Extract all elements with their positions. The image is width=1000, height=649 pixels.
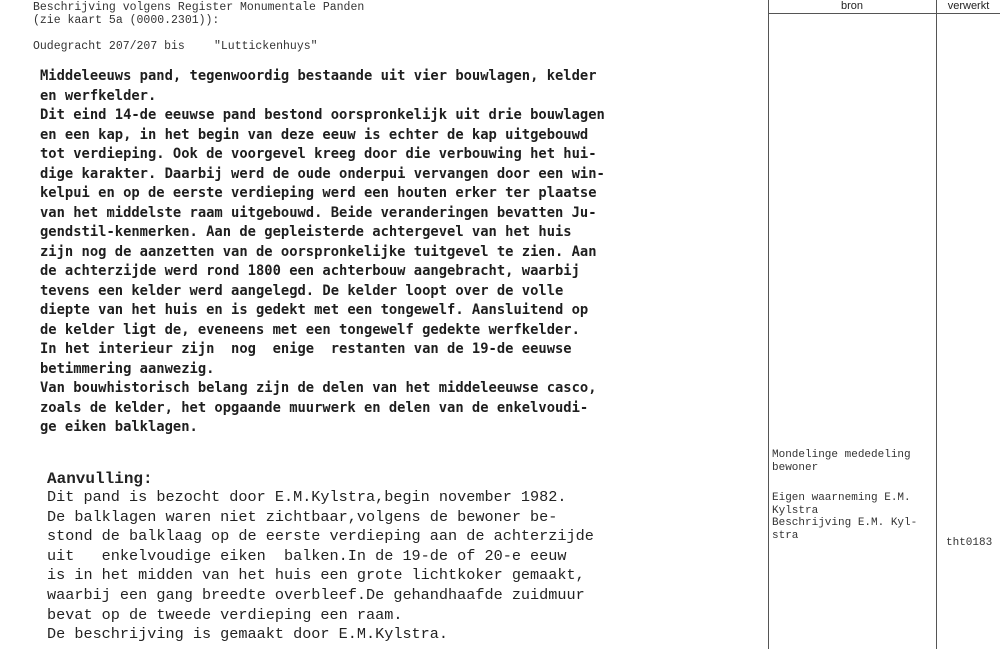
description-line: In het interieur zijn nog enige restanten van de 19-de eeuwse (40, 341, 572, 357)
description-line: tevens een kelder werd aangelegd. De kelder loopt over de volle (40, 282, 564, 299)
description-line: dige karakter. Daarbij werd de oude onderpui vervangen door een win- (40, 165, 605, 182)
source-line: Kylstra (772, 504, 819, 517)
address: Oudegracht 207/207 bis (33, 40, 185, 53)
description-line: Van bouwhistorisch belang zijn de delen van het middeleeuwse casco, (40, 380, 597, 396)
supplement-line: Dit pand is bezocht door E.M.Kylstra,begin november 1982. (47, 488, 567, 506)
supplement-line: is in het midden van het huis een grote lichtkoker gemaakt, (47, 566, 585, 585)
verwerkt-column-rule (936, 0, 937, 649)
description-line: van het middelste raam uitgebouwd. Beide veranderingen bevatten Ju- (40, 204, 597, 221)
register-description (40, 67, 765, 438)
building-name: "Luttickenhuys" (214, 40, 318, 53)
supplement-text (47, 488, 767, 645)
supplement-line: stond de balklaag op de eerste verdieping aan de achterzijde (47, 527, 594, 546)
description-line: ge eiken balklagen. (40, 419, 198, 435)
description-line: Dit eind 14-de eeuwse pand bestond oorspronkelijk uit drie bouwlagen (40, 107, 605, 123)
source-note-oral (772, 449, 962, 474)
description-line: betimmering aanwezig. (40, 360, 215, 377)
processed-code: tht0183 (946, 537, 993, 549)
source-line: Beschrijving E.M. Kyl- (772, 517, 918, 529)
source-line: stra (772, 529, 799, 542)
header-rule (768, 13, 1000, 14)
description-line: en een kap, in het begin van deze eeuw is echter de kap uitgebouwd (40, 126, 589, 143)
supplement-line: De beschrijving is gemaakt door E.M.Kylstra. (47, 625, 449, 644)
source-line: bewoner (772, 461, 819, 474)
supplement-line: De balklagen waren niet zichtbaar,volgens de bewoner be- (47, 507, 558, 526)
verwerkt-column-header: verwerkt (947, 0, 990, 12)
source-line: Mondelinge mededeling (772, 449, 911, 461)
description-line: en werfkelder. (40, 87, 157, 104)
supplement-line: bevat op de tweede verdieping een raam. (47, 605, 403, 624)
source-line: Eigen waarneming E.M. (772, 492, 911, 504)
supplement-line: waarbij een gang breedte overbleef.De gehandhaafde zuidmuur (47, 585, 585, 604)
bron-column-header: bron (840, 0, 864, 12)
supplement-line: uit enkelvoudige eiken balken.In de 19-de of 20-e eeuw (47, 546, 567, 565)
description-line: gendstil-kenmerken. Aan de gepleisterde achtergevel van het huis (40, 224, 572, 240)
register-heading: Beschrijving volgens Register Monumentale Panden (33, 1, 365, 14)
description-line: de kelder ligt de, eveneens met een tongewelf gedekte werfkelder. (40, 321, 580, 338)
description-line: diepte van het huis en is gedekt met een tongewelf. Aansluitend op (40, 302, 589, 318)
map-reference: (zie kaart 5a (0000.2301)): (33, 14, 220, 27)
description-line: de achterzijde werd rond 1800 een achterbouw aangebracht, waarbij (40, 263, 580, 279)
source-note-observation (772, 492, 962, 542)
description-line: zoals de kelder, het opgaande muurwerk en delen van de enkelvoudi- (40, 399, 589, 416)
description-line: zijn nog de aanzetten van de oorspronkelijke tuitgevel te zien. Aan (40, 243, 597, 260)
description-line: tot verdieping. Ook de voorgevel kreeg door die verbouwing het hui- (40, 146, 597, 162)
description-line: kelpui en op de eerste verdieping werd een houten erker ter plaatse (40, 185, 597, 201)
bron-column-rule (768, 0, 769, 649)
supplement-title: Aanvulling: (47, 470, 153, 488)
description-line: Middeleeuws pand, tegenwoordig bestaande uit vier bouwlagen, kelder (40, 68, 597, 84)
